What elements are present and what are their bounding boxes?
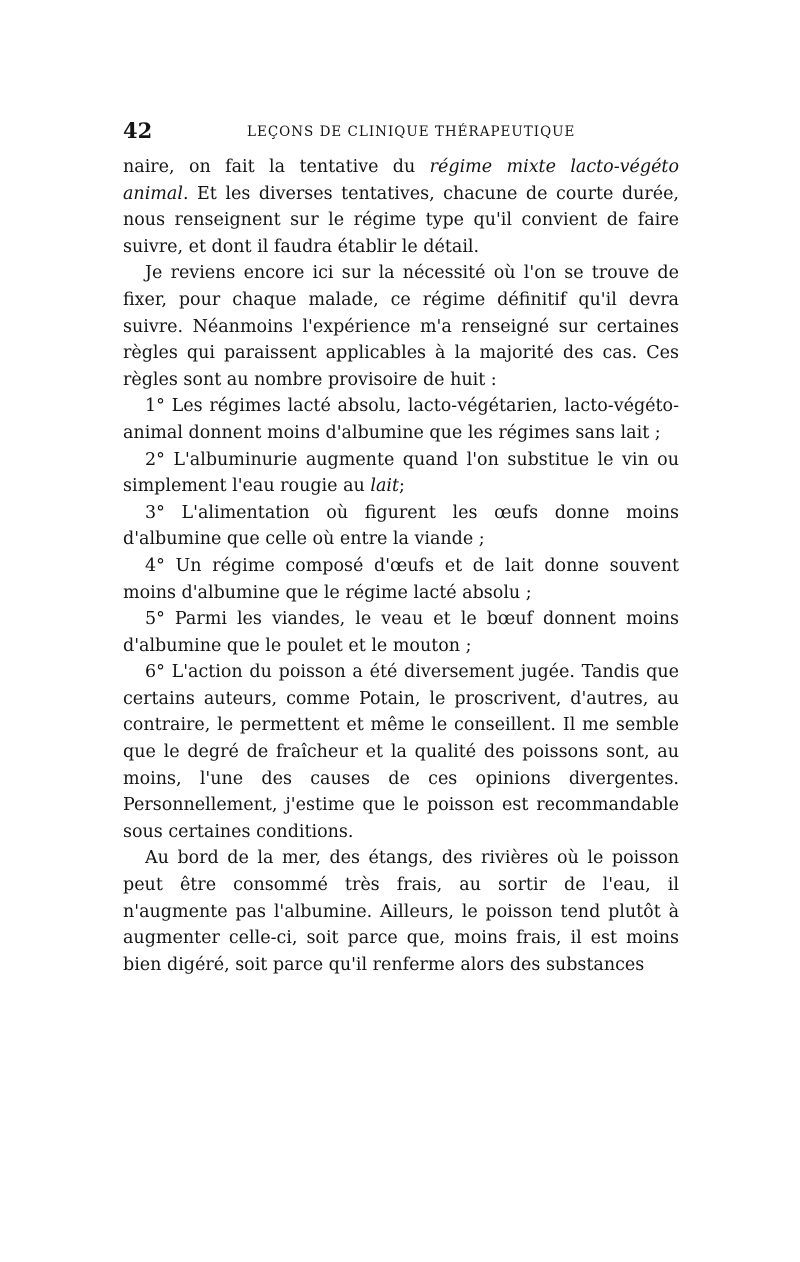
running-title: LEÇONS DE CLINIQUE THÉRAPEUTIQUE [247, 124, 576, 140]
rule-item-1: 1° Les régimes lacté absolu, lacto-végétarien, lacto-végéto-animal donnent moins d'albumine que les régimes sans lait ; [123, 396, 679, 443]
rule-item-4: 4° Un régime composé d'œufs et de lait donne souvent moins d'albumine que le régime lacté absolu ; [123, 555, 679, 603]
page-number: 42 [123, 118, 153, 143]
paragraph-rules-intro: Je reviens encore ici sur la nécessité où l'on se trouve de fixer, pour chaque malade, ce régime définitif qu'il devra suivre. Néanmoins l'expérience m'a renseigné sur certaines règles qui paraissent applicables à la majorité des cas. Ces règles sont au nombre provisoire de huit : [123, 263, 679, 390]
italic-term: régime mixte lacto-végéto animal [123, 157, 679, 204]
running-head [123, 118, 679, 148]
rule-item-3: 3° L'alimentation où figurent les œufs donne moins d'albumine que celle où entre la viande ; [123, 502, 679, 550]
rule-item-6: 6° L'action du poisson a été diversement jugée. Tandis que certains auteurs, comme Potain, le proscrivent, d'autres, au contraire, le permettent et même le conseillent. Il me semble que le degré de fraîcheur et la qualité des poissons sont, au moins, l'une des causes de ces opinions divergentes. Personnellement, j'estime que le poisson est recommandable sous certaines conditions. [123, 662, 679, 842]
rule-item-5: 5° Parmi les viandes, le veau et le bœuf donnent moins d'albumine que le poulet et le mouton ; [123, 609, 679, 656]
paragraph-text: . Et les diverses tentatives, chacune de courte durée, nous renseignent sur le régime type qu'il convient de faire suivre, et dont il faudra établir le détail. [123, 183, 679, 257]
paragraph-text: 2° L'albuminurie augmente quand l'on substitue le vin ou simplement l'eau rougie au [123, 449, 679, 497]
paragraph-fish: Au bord de la mer, des étangs, des rivières où le poisson peut être consommé très frais, au sortir de l'eau, il n'augmente pas l'albumine. Ailleurs, le poisson tend plutôt à augmenter celle-ci, soit parce que, moins frais, il est moins bien digéré, soit parce qu'il renferme alors des substances [123, 848, 679, 975]
paragraph-text: ; [399, 476, 405, 497]
rule-item-2 [123, 447, 679, 500]
italic-term: lait [370, 476, 400, 497]
paragraph-continuation [123, 154, 679, 260]
book-page [123, 118, 679, 978]
paragraph-text: naire, on fait la tentative du [123, 157, 430, 177]
